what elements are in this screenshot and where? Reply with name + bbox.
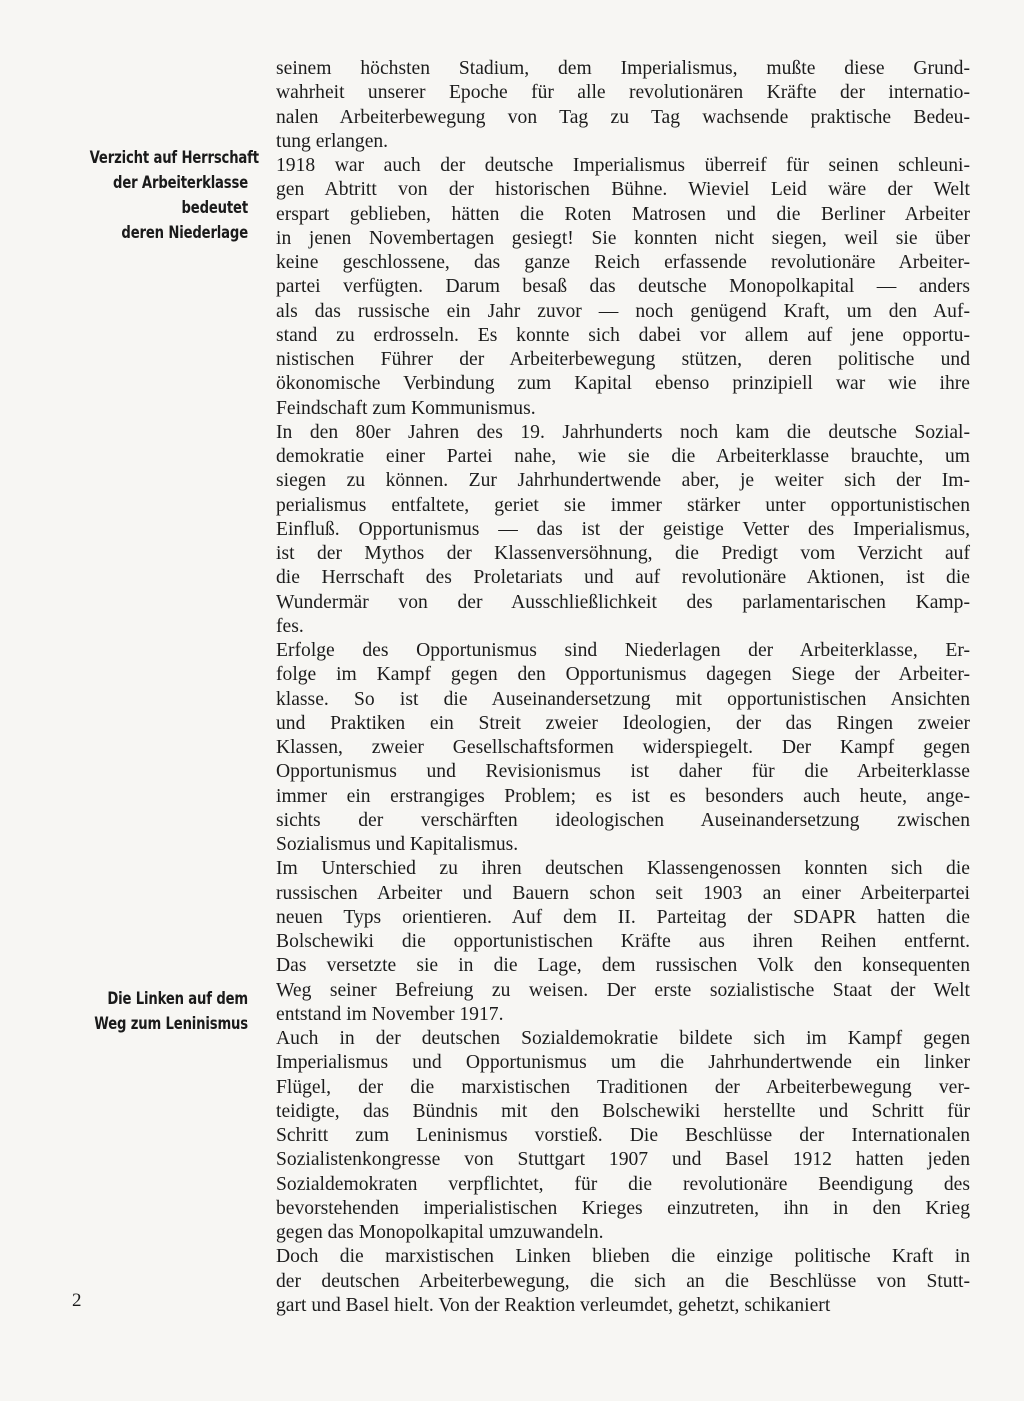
- text-line: ist der Mythos der Klassenversöhnung, die Predigt vom Verzicht auf: [276, 543, 970, 564]
- text-line: erspart geblieben, hätten die Roten Matrosen und die Berliner Arbeiter: [276, 203, 970, 225]
- text-line: Weg seiner Befreiung zu weisen. Der erste sozialistische Staat der Welt: [276, 979, 970, 1001]
- text-line: der deutschen Arbeiterbewegung, die sich an die Beschlüsse von Stutt-: [276, 1270, 970, 1292]
- margin-heading-line: Weg zum Leninismus: [94, 1014, 248, 1033]
- text-line: partei verfügten. Darum besaß das deutsche Monopolkapital — anders: [276, 276, 970, 298]
- text-line: gegen das Monopolkapital umzuwandeln.: [276, 1222, 604, 1243]
- text-line: Im Unterschied zu ihren deutschen Klassengenossen konnten sich die: [276, 858, 970, 880]
- text-line: demokratie einer Partei nahe, wie sie die Arbeiterklasse brauchte, um: [276, 446, 970, 467]
- text-line: nistischen Führer der Arbeiterbewegung stützen, deren politische und: [276, 349, 970, 370]
- text-line: tung erlangen.: [276, 130, 389, 152]
- text-line: Opportunismus und Revisionismus ist daher für die Arbeiterklasse: [276, 761, 970, 783]
- text-line: stand zu erdrosseln. Es konnte sich dabei vor allem auf jene opportu-: [276, 324, 970, 346]
- margin-heading-line: Verzicht auf Herrschaft: [89, 148, 259, 167]
- text-line: teidigte, das Bündnis mit den Bolschewiki herstellte und Schritt für: [276, 1100, 970, 1122]
- text-line: als das russische ein Jahr zuvor — noch genügend Kraft, um den Auf-: [276, 300, 970, 322]
- text-line: gart und Basel hielt. Von der Reaktion verleumdet, gehetzt, schikaniert: [276, 1294, 831, 1316]
- margin-heading-line: Die Linken auf dem: [107, 989, 248, 1008]
- paragraph: [276, 57, 970, 154]
- text-line: Wundermär von der Ausschließlichkeit des parlamentarischen Kamp-: [276, 591, 970, 613]
- text-line: klasse. So ist die Auseinandersetzung mit opportunistischen Ansichten: [276, 688, 970, 710]
- text-line: siegen zu können. Zur Jahrhundertwende aber, je weiter sich der Im-: [276, 470, 970, 492]
- margin-heading-linken: [90, 986, 248, 1036]
- text-line: Klassen, zweier Gesellschaftsformen widerspiegelt. Der Kampf gegen: [276, 737, 970, 758]
- margin-heading-line: bedeutet: [181, 198, 248, 217]
- text-line: Sozialdemokraten verpflichtet, für die revolutionäre Beendigung des: [276, 1173, 970, 1195]
- paragraph: [276, 1027, 970, 1245]
- text-line: bevorstehenden imperialistischen Krieges einzutreten, ihn in den Krieg: [276, 1197, 970, 1219]
- paragraph: [276, 639, 970, 857]
- text-line: 1918 war auch der deutsche Imperialismus überreif für seinen schleuni-: [276, 155, 970, 176]
- text-line: sichts der verschärften ideologischen Auseinandersetzung zwischen: [276, 809, 970, 831]
- text-line: fes.: [276, 615, 304, 637]
- text-line: gen Abtritt von der historischen Bühne. Wieviel Leid wäre der Welt: [276, 179, 970, 201]
- text-line: nalen Arbeiterbewegung von Tag zu Tag wachsende praktische Bedeu-: [276, 106, 970, 128]
- paragraph: [276, 154, 970, 421]
- body-text: [276, 57, 970, 1318]
- margin-heading-line: der Arbeiterklasse: [113, 173, 248, 192]
- text-line: keine geschlossene, das ganze Reich erfassende revolutionäre Arbeiter-: [276, 252, 970, 273]
- text-line: russischen Arbeiter und Bauern schon seit 1903 an einer Arbeiterpartei: [276, 882, 970, 904]
- text-line: perialismus entfaltete, geriet sie immer stärker unter opportunistischen: [276, 494, 970, 516]
- paragraph: [276, 1245, 970, 1318]
- margin-heading-verzicht: [89, 145, 259, 245]
- text-line: In den 80er Jahren des 19. Jahrhunderts noch kam die deutsche Sozial-: [276, 421, 970, 443]
- text-line: folge im Kampf gegen den Opportunismus dagegen Siege der Arbeiter-: [276, 664, 970, 686]
- text-line: Einfluß. Opportunismus — das ist der geistige Vetter des Imperialismus,: [276, 518, 970, 540]
- text-line: Feindschaft zum Kommunismus.: [276, 397, 536, 419]
- text-line: Doch die marxistischen Linken blieben die einzige politische Kraft in: [276, 1246, 970, 1268]
- text-line: Auch in der deutschen Sozialdemokratie bildete sich im Kampf gegen: [276, 1028, 970, 1049]
- text-line: seinem höchsten Stadium, dem Imperialismus, mußte diese Grund-: [276, 58, 970, 79]
- paragraph: [276, 421, 970, 639]
- margin-heading-line: deren Niederlage: [121, 223, 248, 242]
- text-line: entstand im November 1917.: [276, 1003, 504, 1025]
- paragraph: [276, 857, 970, 1027]
- page-number: 2: [72, 1290, 82, 1311]
- text-line: und Praktiken ein Streit zweier Ideologien, der das Ringen zweier: [276, 712, 970, 734]
- text-line: Das versetzte sie in die Lage, dem russischen Volk den konsequenten: [276, 955, 970, 977]
- text-line: Sozialismus und Kapitalismus.: [276, 834, 519, 855]
- text-line: immer ein erstrangiges Problem; es ist es besonders auch heute, ange-: [276, 785, 970, 807]
- text-line: Schritt zum Leninismus vorstieß. Die Beschlüsse der Internationalen: [276, 1125, 970, 1146]
- text-line: Erfolge des Opportunismus sind Niederlagen der Arbeiterklasse, Er-: [276, 640, 970, 661]
- text-line: wahrheit unserer Epoche für alle revolutionären Kräfte der internatio-: [276, 82, 970, 104]
- text-line: die Herrschaft des Proletariats und auf revolutionäre Aktionen, ist die: [276, 567, 970, 589]
- text-line: Bolschewiki die opportunistischen Kräfte aus ihren Reihen entfernt.: [276, 931, 970, 952]
- text-line: in jenen Novembertagen gesiegt! Sie konnten nicht siegen, weil sie über: [276, 227, 970, 249]
- text-line: Imperialismus und Opportunismus um die Jahrhundertwende ein linker: [276, 1052, 970, 1074]
- text-line: Sozialistenkongresse von Stuttgart 1907 und Basel 1912 hatten jeden: [276, 1149, 970, 1171]
- text-line: neuen Typs orientieren. Auf dem II. Parteitag der SDAPR hatten die: [276, 906, 970, 928]
- text-line: ökonomische Verbindung zum Kapital ebenso prinzipiell war wie ihre: [276, 373, 970, 395]
- text-line: Flügel, der die marxistischen Traditionen der Arbeiterbewegung ver-: [276, 1076, 970, 1098]
